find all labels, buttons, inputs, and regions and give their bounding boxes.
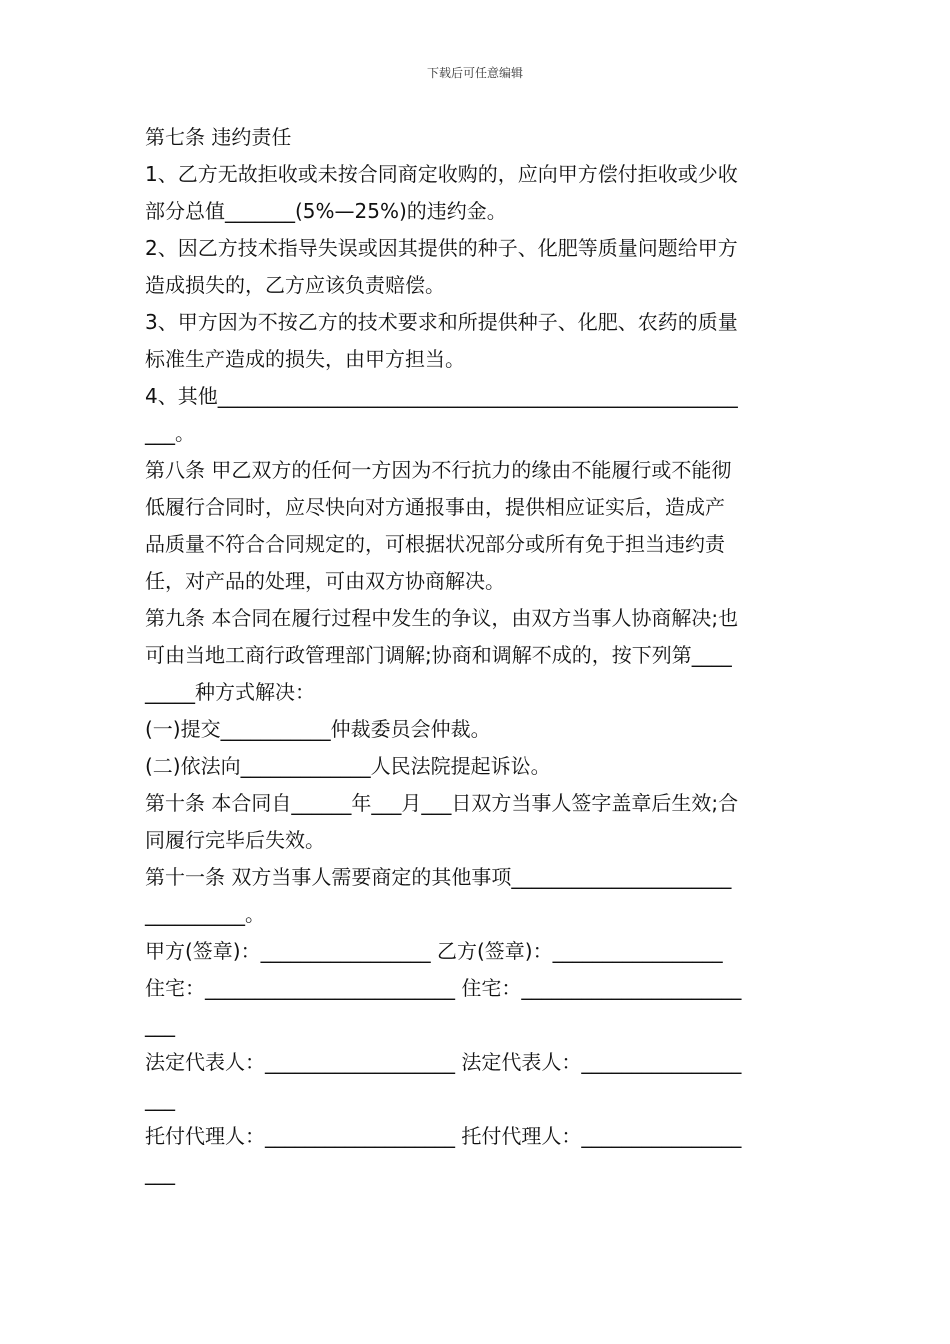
article-7-item-3: 3、甲方因为不按乙方的技术要求和所提供种子、化肥、农药的质量	[145, 310, 738, 334]
article-8-cont-1: 低履行合同时，应尽快向对方通报事由，提供相应证实后，造成产	[145, 495, 725, 519]
article-10: 第十条 本合同自______年___月___日双方当事人签字盖章后生效;合	[145, 791, 739, 815]
article-7-item-1-cont: 部分总值_______(5%—25%)的违约金。	[145, 199, 507, 223]
legal-rep-line: 法定代表人：___________________ 法定代表人：________________	[145, 1050, 742, 1074]
article-7-item-1: 1、乙方无故拒收或未按合同商定收购的，应向甲方偿付拒收或少收	[145, 162, 738, 186]
agent-line: 托付代理人：___________________ 托付代理人：________________	[145, 1124, 742, 1148]
article-9: 第九条 本合同在履行过程中发生的争议，由双方当事人协商解决;也	[145, 606, 739, 630]
article-9-cont-1: 可由当地工商行政管理部门调解;协商和调解不成的，按下列第____	[145, 643, 732, 667]
article-9-cont-2: _____种方式解决：	[145, 680, 315, 704]
contract-body	[145, 119, 807, 1192]
article-7-item-3-cont: 标准生产造成的损失，由甲方担当。	[145, 347, 465, 371]
address-line-cont: ___	[145, 1013, 175, 1037]
legal-rep-line-cont: ___	[145, 1087, 175, 1111]
article-11-cont: __________。	[145, 902, 265, 926]
article-8-cont-2: 品质量不符合合同规定的，可根据状况部分或所有免于担当违约责	[145, 532, 725, 556]
article-7-title: 第七条 违约责任	[145, 125, 292, 149]
agent-line-cont: ___	[145, 1161, 175, 1185]
article-9-option-2: (二)依法向_____________人民法院提起诉讼。	[145, 754, 551, 778]
address-line: 住宅：_________________________ 住宅：______________________	[145, 976, 742, 1000]
article-11: 第十一条 双方当事人需要商定的其他事项______________________	[145, 865, 732, 889]
article-7-item-2-cont: 造成损失的，乙方应该负责赔偿。	[145, 273, 445, 297]
article-8-cont-3: 任，对产品的处理，可由双方协商解决。	[145, 569, 505, 593]
page-header: 下载后可任意编辑	[426, 66, 523, 80]
article-8: 第八条 甲乙双方的任何一方因为不行抗力的缘由不能履行或不能彻	[145, 458, 732, 482]
article-7-item-2: 2、因乙方技术指导失误或因其提供的种子、化肥等质量问题给甲方	[145, 236, 738, 260]
article-10-cont: 同履行完毕后失效。	[145, 828, 325, 852]
article-9-option-1: (一)提交___________仲裁委员会仲裁。	[145, 717, 491, 741]
signature-line: 甲方(签章)：_________________ 乙方(签章)：_________________	[145, 939, 723, 963]
article-7-item-4-cont: ___。	[145, 421, 195, 445]
article-7-item-4: 4、其他____________________________________________________	[145, 384, 738, 408]
